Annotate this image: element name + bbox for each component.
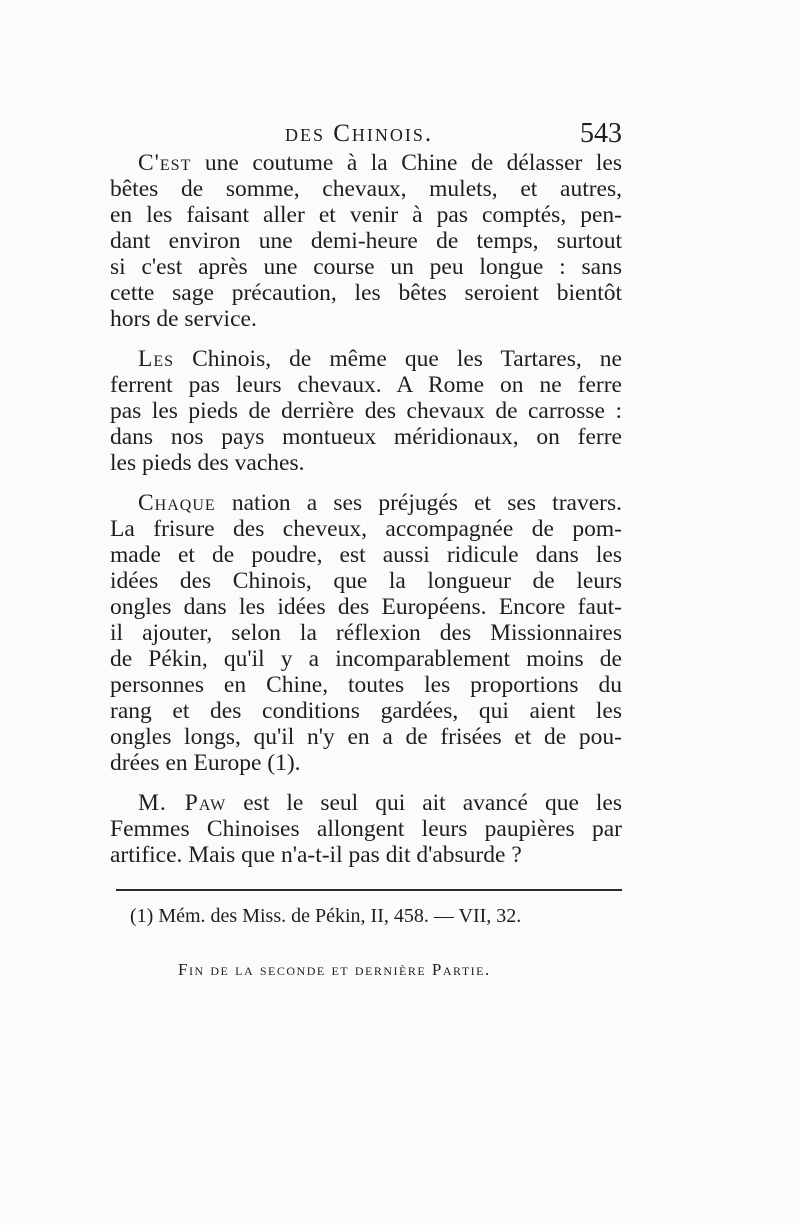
text-line: drées en Europe (1). bbox=[110, 750, 301, 776]
text-line: La frisure des cheveux, accompagnée de pom- bbox=[110, 516, 622, 542]
paragraph-lead: Les bbox=[138, 346, 175, 372]
text-line: dant environ une demi-heure de temps, surtout bbox=[110, 228, 622, 254]
footnote: (1) Mém. des Miss. de Pékin, II, 458. — VII, 32. bbox=[130, 905, 522, 927]
text-line bbox=[110, 346, 622, 372]
text-line: de Pékin, qu'il y a incomparablement moins de bbox=[110, 646, 622, 672]
text-line: idées des Chinois, que la longueur de leurs bbox=[110, 568, 622, 594]
running-head: des Chinois. bbox=[285, 120, 434, 147]
text-line: ferrent pas leurs chevaux. A Rome on ne ferre bbox=[110, 372, 622, 398]
footnote-rule bbox=[116, 889, 622, 891]
paragraph bbox=[110, 150, 622, 332]
text-line: artifice. Mais que n'a-t-il pas dit d'absurde ? bbox=[110, 842, 522, 868]
text-span: une coutume à la Chine de délasser les bbox=[191, 150, 622, 176]
paragraph bbox=[110, 790, 622, 868]
text-line: si c'est après une course un peu longue : sans bbox=[110, 254, 622, 280]
text-line: hors de service. bbox=[110, 306, 257, 332]
text-line: made et de poudre, est aussi ridicule dans les bbox=[110, 542, 622, 568]
paragraph-lead: C'est bbox=[138, 150, 192, 176]
text-line: cette sage précaution, les bêtes seroient bientôt bbox=[110, 280, 622, 306]
paragraph-lead: M. Paw bbox=[138, 790, 227, 816]
text-span: Chinois, de même que les Tartares, ne bbox=[174, 346, 622, 372]
paragraph-lead: Chaque bbox=[138, 490, 216, 516]
text-line: les pieds des vaches. bbox=[110, 450, 305, 476]
text-line: bêtes de somme, chevaux, mulets, et autres, bbox=[110, 176, 622, 202]
text-line: ongles dans les idées des Européens. Encore faut- bbox=[110, 594, 622, 620]
page-number: 543 bbox=[580, 118, 622, 149]
text-line: rang et des conditions gardées, qui aient les bbox=[110, 698, 622, 724]
text-span: est le seul qui ait avancé que les bbox=[226, 790, 622, 816]
text-line: pas les pieds de derrière des chevaux de carrosse : bbox=[110, 398, 622, 424]
text-line: ongles longs, qu'il n'y en a de frisées et de pou- bbox=[110, 724, 622, 750]
text-line: il ajouter, selon la réflexion des Missionnaires bbox=[110, 620, 622, 646]
text-span: nation a ses préjugés et ses travers. bbox=[215, 490, 622, 516]
colophon: Fin de la seconde et dernière Partie. bbox=[178, 960, 491, 979]
main-text bbox=[110, 150, 622, 882]
text-line: personnes en Chine, toutes les proportions du bbox=[110, 672, 622, 698]
paragraph bbox=[110, 490, 622, 776]
text-line: dans nos pays montueux méridionaux, on ferre bbox=[110, 424, 622, 450]
text-line: en les faisant aller et venir à pas comptés, pen- bbox=[110, 202, 622, 228]
text-line: Femmes Chinoises allongent leurs paupières par bbox=[110, 816, 622, 842]
text-line bbox=[110, 790, 622, 816]
page-header bbox=[110, 118, 622, 154]
text-line bbox=[110, 490, 622, 516]
paragraph bbox=[110, 346, 622, 476]
text-line bbox=[110, 150, 622, 176]
